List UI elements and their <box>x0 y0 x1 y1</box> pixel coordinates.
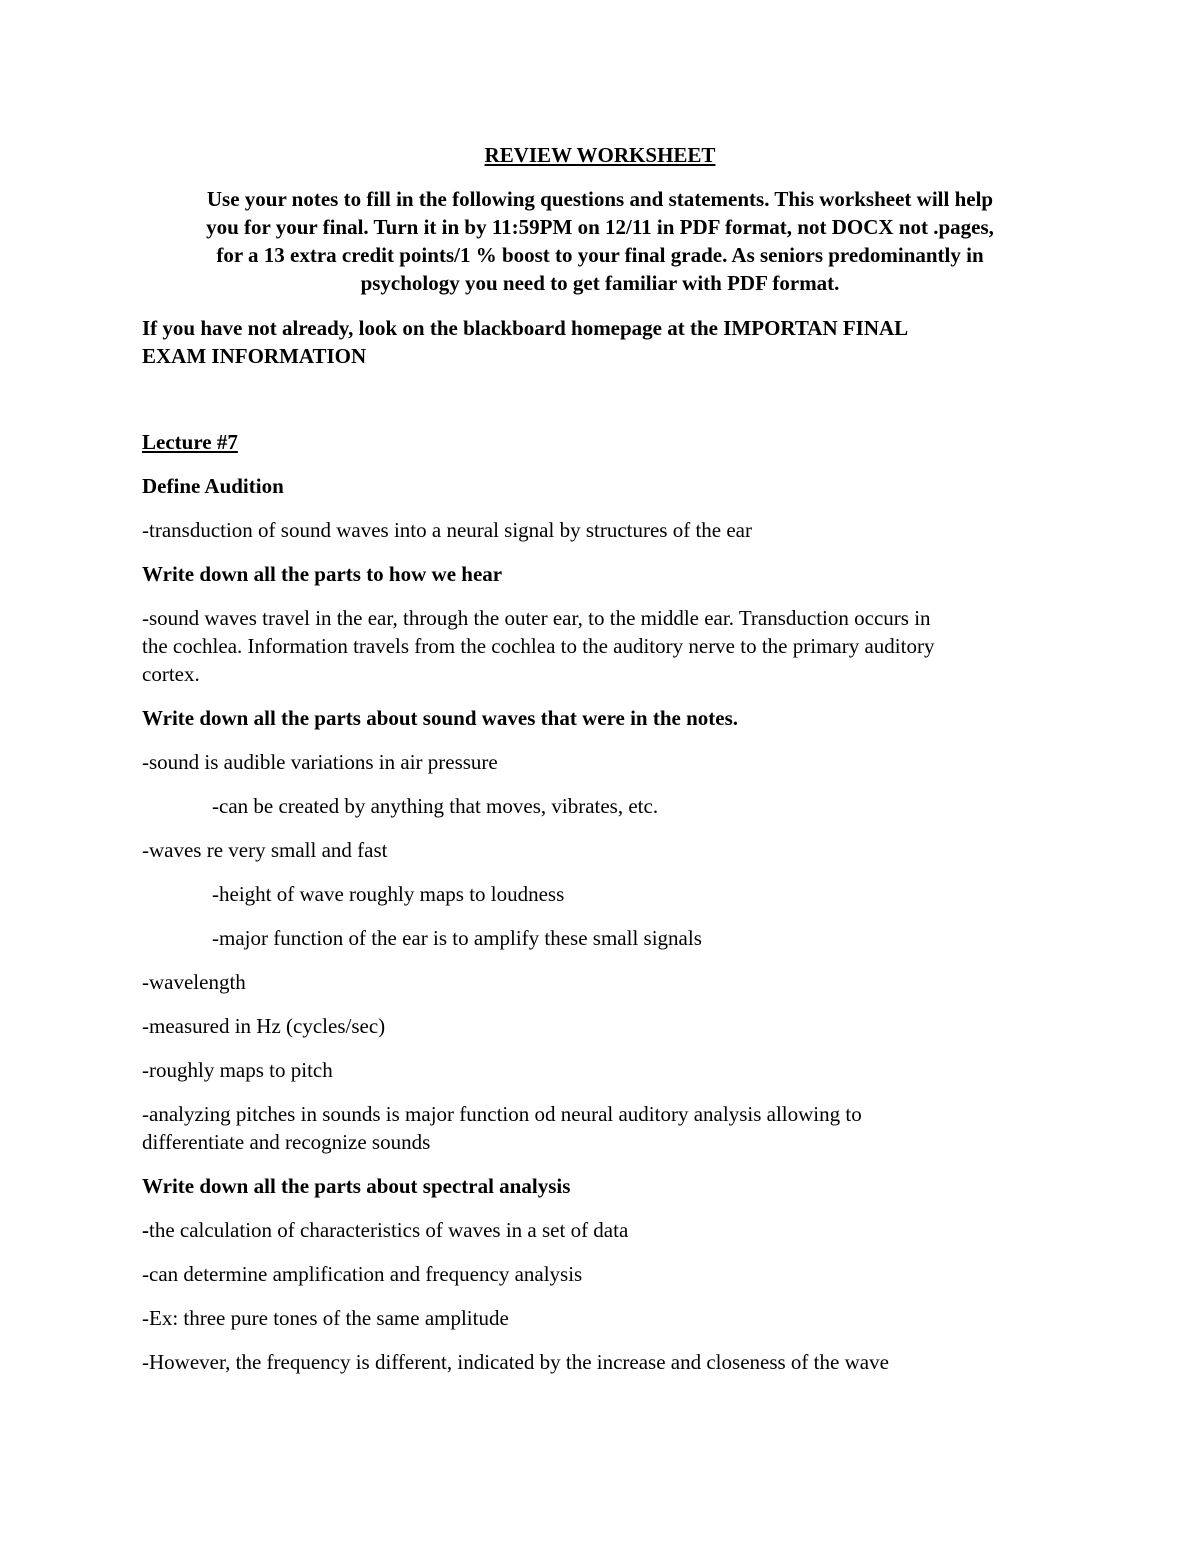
answer-line: -Ex: three pure tones of the same amplitude <box>142 1306 509 1330</box>
answer-subline: -major function of the ear is to amplify these small signals <box>212 926 702 950</box>
answer-line: -sound waves travel in the ear, through the outer ear, to the middle ear. Transduction occurs in <box>142 606 931 630</box>
answer-line: -wavelength <box>142 970 246 994</box>
intro-line: you for your final. Turn it in by 11:59PM on 12/11 in PDF format, not DOCX not .pages, <box>206 215 994 239</box>
question-heading: Write down all the parts about sound waves that were in the notes. <box>142 706 738 730</box>
answer-line: -roughly maps to pitch <box>142 1058 333 1082</box>
answer-line: -measured in Hz (cycles/sec) <box>142 1014 386 1038</box>
intro-line: psychology you need to get familiar with PDF format. <box>360 271 840 295</box>
answer-line <box>142 1216 628 1245</box>
answer-line: differentiate and recognize sounds <box>142 1130 431 1154</box>
question-heading: Write down all the parts to how we hear <box>142 562 503 586</box>
answer-line: -analyzing pitches in sounds is major function od neural auditory analysis allowing to <box>142 1102 862 1126</box>
answer-line: the cochlea. Information travels from the cochlea to the auditory nerve to the primary auditory <box>142 634 935 658</box>
answer-line: cortex. <box>142 662 200 686</box>
intro-line: Use your notes to fill in the following questions and statements. This worksheet will help <box>206 187 994 211</box>
intro-line: for a 13 extra credit points/1 % boost to your final grade. As seniors predominantly in <box>216 243 984 267</box>
question-heading: Define Audition <box>142 474 284 498</box>
answer-line: -transduction of sound waves into a neural signal by structures of the ear <box>142 518 752 542</box>
bold-dash: - <box>142 1218 149 1242</box>
notice-line: EXAM INFORMATION <box>142 344 367 368</box>
answer-text: the calculation of characteristics of waves in a set of data <box>149 1218 629 1242</box>
answer-line: -can determine amplification and frequency analysis <box>142 1262 583 1286</box>
lecture-heading: Lecture #7 <box>142 430 238 454</box>
answer-subline: -can be created by anything that moves, vibrates, etc. <box>212 794 659 818</box>
notice-line: If you have not already, look on the blackboard homepage at the IMPORTAN FINAL <box>142 316 909 340</box>
answer-line: -However, the frequency is different, indicated by the increase and closeness of the wave <box>142 1350 889 1374</box>
answer-line: -sound is audible variations in air pressure <box>142 750 498 774</box>
worksheet-title: REVIEW WORKSHEET <box>484 143 716 167</box>
answer-line: -waves re very small and fast <box>142 838 388 862</box>
answer-subline: -height of wave roughly maps to loudness <box>212 882 565 906</box>
question-heading: Write down all the parts about spectral analysis <box>142 1174 571 1198</box>
